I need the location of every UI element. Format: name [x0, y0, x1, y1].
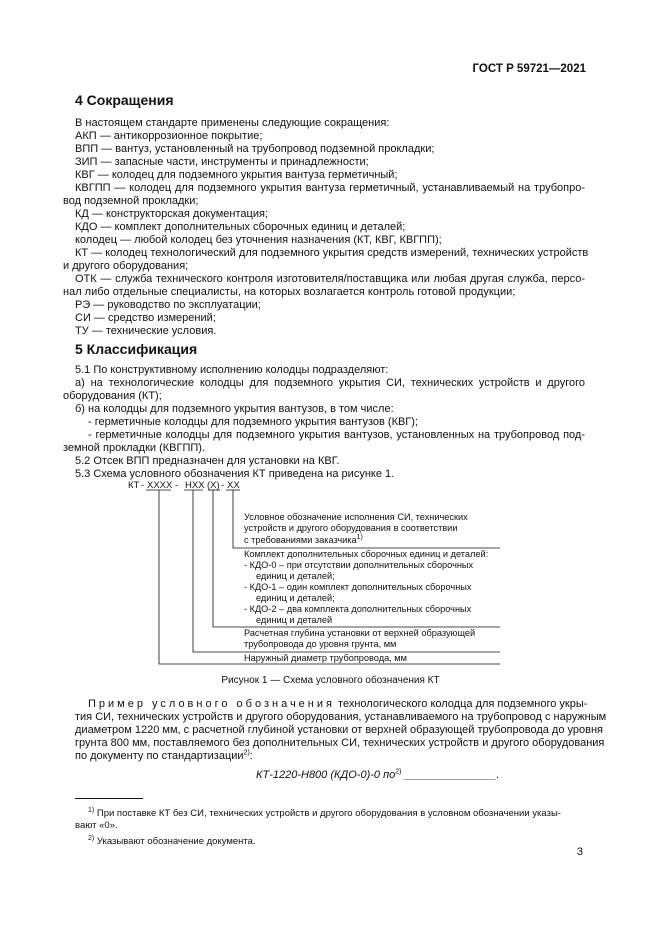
- clause-5-1: 5.1 По конструктивному исполнению колодцы подразделяют:: [75, 364, 389, 376]
- abbrev-item: КДО — комплект дополнительных сборочных единиц и деталей;: [75, 221, 406, 233]
- label-depth-line: трубопровода до уровня грунта, мм: [244, 639, 397, 649]
- code-part-kdo: (Х): [207, 480, 220, 491]
- abbrev-item: КВГПП — колодец для подземного укрытия вантуза герметичный, устанавливаемый на трубопро-: [75, 182, 585, 194]
- abbrev-item: СИ — средство измерений;: [75, 312, 216, 324]
- code-dash: -: [175, 480, 179, 491]
- clause-5-1-a-cont: оборудования (КТ);: [63, 390, 162, 402]
- page-number: 3: [576, 846, 583, 858]
- abbrev-item: ОТК — служба технического контроля изготовителя/поставщика или любая другая служба, персо-: [75, 273, 585, 285]
- label-kdo-line: единиц и деталей: [256, 615, 333, 625]
- label-depth-line: Расчетная глубина установки от верхней образующей: [244, 628, 476, 638]
- abbrev-item: ВПП — вантуз, установленный на трубопровод подземной прокладки;: [75, 143, 435, 155]
- code-part-equipment: ХХ: [227, 480, 240, 491]
- abbrev-item: КТ — колодец технологический для подземного укрытия средств измерений, технических устройств: [75, 247, 589, 259]
- abbrev-item-cont: нал либо отдельные специалисты, на которых возлагается контроль готовой продукции;: [63, 286, 516, 298]
- example-formula: КТ-1220-Н800 (КДО-0)-0 $по^{2)}$ _______________.: [256, 768, 500, 781]
- code-part-depth: НХХ: [185, 480, 205, 491]
- footnote-1-cont: вают «0».: [75, 820, 118, 831]
- abbrev-item: РЭ — руководство по эксплуатации;: [75, 299, 261, 311]
- code-part-diameter: ХХХХ: [147, 480, 173, 491]
- abbrev-item: колодец — любой колодец без уточнения назначения (КТ, КВГ, КВГПП);: [75, 234, 442, 246]
- example-line: грунта 800 мм, поставляемого без дополнительных СИ, технических устройств и другого оборудования: [75, 737, 605, 749]
- label-diameter-line: Наружный диаметр трубопровода, мм: [244, 653, 407, 663]
- example-line: диаметром 1220 мм, с расчетной глубиной установки от верхней образующей трубопровода до уровня: [75, 724, 604, 736]
- label-kdo-line: Комплект дополнительных сборочных единиц и деталей:: [244, 549, 489, 559]
- example-lead: Пример условного обозначения технологического колодца для подземного укры-: [88, 698, 588, 710]
- code-part-prefix: КТ: [128, 480, 140, 491]
- code-dash: -: [141, 480, 145, 491]
- abbrev-item-cont: и другого оборудования;: [63, 260, 189, 272]
- clause-5-1-a: а) на технологические колодцы для подземного укрытия СИ, технических устройств и другого: [75, 377, 585, 389]
- label-kdo-line: - КДО-0 – при отсутствии дополнительных сборочных: [244, 560, 474, 570]
- clause-5-2: 5.2 Отсек ВПП предназначен для установки на КВГ.: [75, 455, 340, 467]
- abbrev-item: ЗИП — запасные части, инструменты и принадлежности;: [75, 156, 369, 168]
- example-line: по документу по стандартизации$^{2)}$:: [75, 749, 253, 762]
- abbrev-item: АКП — антикоррозионное покрытие;: [75, 130, 263, 142]
- abbrev-item: КД — конструкторская документация;: [75, 208, 268, 220]
- label-equipment-line: Условное обозначение исполнения СИ, технических: [244, 512, 468, 522]
- clause-5-1-b-item: - герметичные колодцы для подземного укрытия вантузов, установленных на трубопровод под-: [88, 429, 585, 441]
- label-kdo-line: - КДО-2 – два комплекта дополнительных сборочных: [244, 604, 472, 614]
- figure-caption: Рисунок 1 — Схема условного обозначения КТ: [221, 675, 440, 686]
- section-4-intro: В настоящем стандарте применены следующие сокращения:: [75, 117, 390, 129]
- footnote-separator: [75, 798, 143, 799]
- label-equipment-line: с требованиями заказчика$^{1)}$: [244, 533, 363, 545]
- code-dash: -: [221, 480, 225, 491]
- section-5-title: 5 Классификация: [75, 341, 198, 357]
- label-kdo-line: - КДО-1 – один комплект дополнительных сборочных: [244, 582, 472, 592]
- section-4-title: 4 Сокращения: [75, 92, 174, 108]
- label-kdo-line: единиц и деталей;: [256, 593, 335, 603]
- standard-code: ГОСТ Р 59721—2021: [472, 63, 586, 75]
- clause-5-1-b-item: - герметичные колодцы для подземного укрытия вантузов (КВГ);: [88, 416, 418, 428]
- example-line: тия СИ, технических устройств и другого оборудования, устанавливаемого на трубопровод с наружным: [75, 711, 607, 723]
- footnote-2: $^{2)}$ Указывают обозначение документа.: [88, 834, 256, 847]
- clause-5-1-b: б) на колодцы для подземного укрытия вантузов, в том числе:: [75, 403, 394, 415]
- clause-5-1-b-item-cont: земной прокладки (КВГПП).: [63, 442, 205, 454]
- clause-5-3: 5.3 Схема условного обозначения КТ приведена на рисунке 1.: [75, 468, 395, 480]
- footnote-1: $^{1)}$ При поставке КТ без СИ, технических устройств и другого оборудования в условном обозначении указы-: [88, 806, 561, 819]
- label-kdo-line: единиц и деталей;: [256, 571, 335, 581]
- abbrev-item: КВГ — колодец для подземного укрытия вантуза герметичный;: [75, 169, 398, 181]
- abbrev-item-cont: вод подземной прокладки;: [63, 195, 199, 207]
- abbrev-item: ТУ — технические условия.: [75, 325, 217, 337]
- label-equipment-line: устройств и другого оборудования в соответствии: [244, 523, 458, 533]
